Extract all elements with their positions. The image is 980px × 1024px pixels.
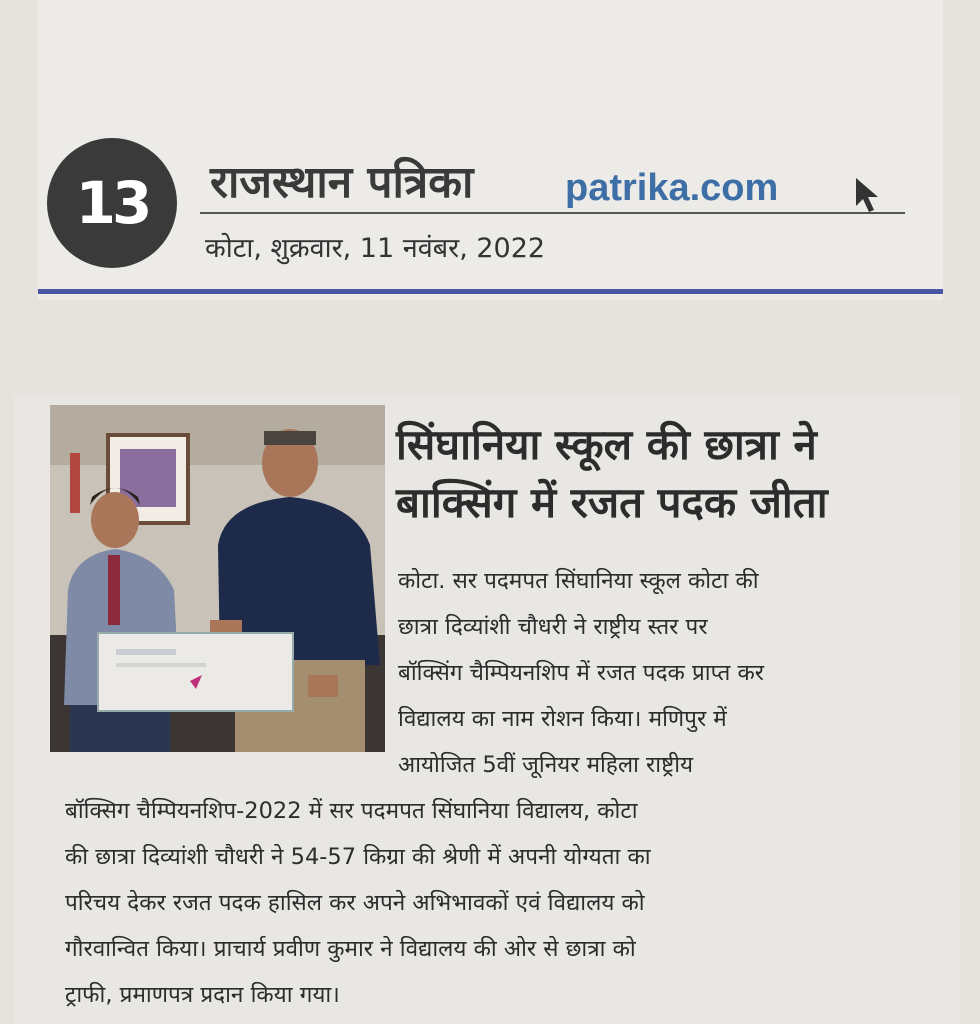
body-line: बॉक्सिग चैम्पियनशिप-2022 में सर पदमपत सिंघानिया विद्यालय, कोटा <box>65 798 638 824</box>
body-line: विद्यालय का नाम रोशन किया। मणिपुर में <box>398 706 727 732</box>
body-line: छात्रा दिव्यांशी चौधरी ने राष्ट्रीय स्तर पर <box>398 614 708 640</box>
website-link[interactable]: patrika.com <box>565 167 779 209</box>
newspaper-name: राजस्थान पत्रिका <box>210 157 474 208</box>
body-line: कोटा. सर पदमपत सिंघानिया स्कूल कोटा की <box>398 568 759 594</box>
headline-line: बाक्सिंग में रजत पदक जीता <box>396 478 828 527</box>
body-line: गौरवान्वित किया। प्राचार्य प्रवीण कुमार ने विद्यालय की ओर से छात्रा को <box>65 936 636 962</box>
body-line: आयोजित 5वीं जूनियर महिला राष्ट्रीय <box>398 752 694 778</box>
body-line: की छात्रा दिव्यांशी चौधरी ने 54-57 किग्रा की श्रेणी में अपनी योग्यता का <box>65 844 651 870</box>
body-line: परिचय देकर रजत पदक हासिल कर अपने अभिभावकों एवं विद्यालय को <box>65 890 645 916</box>
headline-line: सिंघानिया स्कूल की छात्रा ने <box>396 420 817 469</box>
cursor-arrow-icon <box>852 176 886 216</box>
body-line: ट्राफी, प्रमाणपत्र प्रदान किया गया। <box>65 982 340 1008</box>
masthead-rule <box>38 289 943 294</box>
article-body-right-column <box>398 558 936 788</box>
header-divider <box>200 212 905 214</box>
dateline: कोटा, शुक्रवार, 11 नवंबर, 2022 <box>205 233 546 264</box>
body-line: बॉक्सिंग चैम्पियनशिप में रजत पदक प्राप्त कर <box>398 660 764 686</box>
article-body-full-width <box>65 788 935 1018</box>
article-headline <box>396 416 936 532</box>
article-photo <box>50 405 385 752</box>
page-number-badge: 13 <box>47 138 177 268</box>
